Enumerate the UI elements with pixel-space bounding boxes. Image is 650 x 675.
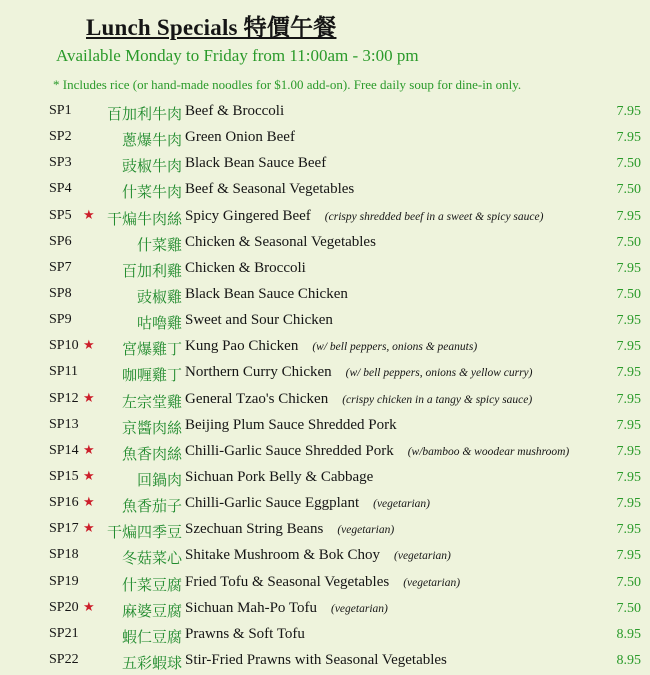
item-english-name: Black Bean Sauce Beef	[185, 155, 327, 172]
menu-item	[0, 597, 650, 623]
item-price: 7.50	[616, 286, 641, 302]
item-chinese-name: 咖喱雞丁	[121, 366, 182, 385]
menu-item	[0, 518, 650, 544]
item-english-name-group	[185, 417, 397, 434]
item-price: 7.95	[616, 443, 641, 459]
menu-item	[0, 126, 650, 152]
item-code: SP21	[49, 625, 79, 641]
item-english-name-group	[185, 626, 305, 643]
spicy-star-icon: ★	[83, 467, 95, 483]
item-price: 7.95	[616, 260, 641, 276]
item-code: SP13	[49, 416, 79, 432]
item-english-name: Szechuan String Beans	[185, 521, 324, 538]
item-description: (vegetarian)	[337, 524, 395, 537]
item-english-name: Beijing Plum Sauce Shredded Pork	[185, 416, 397, 433]
item-chinese-name: 什菜雞	[136, 235, 182, 254]
item-english-name: Spicy Gingered Beef	[185, 207, 311, 224]
item-english-name: Beef & Seasonal Vegetables	[185, 181, 355, 198]
item-chinese-name: 麻婆豆腐	[121, 601, 182, 620]
item-chinese-name: 魚香肉絲	[121, 444, 182, 463]
item-chinese-name: 宮爆雞丁	[121, 340, 182, 359]
item-code: SP5	[49, 207, 72, 223]
item-description: (w/ bell peppers, onions & yellow curry)	[345, 367, 533, 380]
item-english-name: Prawns & Soft Tofu	[185, 625, 305, 642]
item-chinese-name: 咕嚕雞	[136, 314, 182, 333]
menu-item	[0, 571, 650, 597]
item-english-name: Beef & Broccoli	[185, 103, 285, 119]
item-price: 7.95	[616, 522, 641, 538]
item-chinese-name: 什菜牛肉	[121, 183, 182, 202]
menu-item	[0, 440, 650, 466]
item-description: (w/ bell peppers, onions & peanuts)	[312, 341, 478, 354]
item-description: (w/bamboo & woodear mushroom)	[407, 445, 570, 458]
item-chinese-name: 干煸四季豆	[106, 523, 182, 542]
item-chinese-name: 蔥爆牛肉	[121, 131, 182, 150]
item-code: SP12	[49, 390, 79, 406]
item-code: SP16	[49, 495, 79, 511]
item-english-name-group	[185, 574, 460, 591]
item-english-name-group	[185, 129, 295, 146]
item-english-name: Sichuan Mah-Po Tofu	[185, 599, 317, 616]
item-code: SP10	[49, 338, 79, 354]
item-price: 8.95	[616, 626, 641, 642]
item-price: 8.95	[616, 652, 641, 668]
item-english-name-group	[185, 364, 533, 381]
item-english-name-group	[185, 208, 543, 225]
item-price: 7.95	[616, 104, 641, 119]
item-english-name-group	[185, 260, 306, 277]
item-chinese-name: 蝦仁豆腐	[121, 627, 182, 646]
item-chinese-name: 豉椒牛肉	[121, 157, 182, 176]
item-code: SP17	[49, 521, 79, 537]
item-english-name: Chilli-Garlic Sauce Shredded Pork	[185, 442, 394, 459]
item-description: (vegetarian)	[403, 576, 461, 589]
spicy-star-icon: ★	[83, 337, 95, 353]
item-english-name-group	[185, 547, 451, 564]
menu-item	[0, 492, 650, 518]
item-chinese-name: 什菜豆腐	[121, 575, 182, 594]
menu-item	[0, 100, 650, 126]
item-chinese-name: 回鍋肉	[136, 470, 182, 489]
item-price: 7.50	[616, 600, 641, 616]
availability-text: Available Monday to Friday from 11:00am - 3:00 pm	[56, 46, 419, 65]
spicy-star-icon: ★	[83, 520, 95, 536]
item-code: SP9	[49, 312, 72, 328]
menu-item	[0, 283, 650, 309]
item-code: SP1	[49, 103, 72, 118]
item-price: 7.95	[616, 313, 641, 329]
item-code: SP18	[49, 547, 79, 563]
item-code: SP8	[49, 285, 72, 301]
spicy-star-icon: ★	[83, 598, 95, 614]
item-code: SP20	[49, 599, 79, 615]
item-english-name: Stir-Fried Prawns with Seasonal Vegetables	[185, 651, 447, 668]
spicy-star-icon: ★	[83, 494, 95, 510]
item-english-name: Shitake Mushroom & Bok Choy	[185, 547, 381, 564]
item-price: 7.95	[616, 208, 641, 224]
item-price: 7.95	[616, 469, 641, 485]
item-english-name-group	[185, 521, 394, 538]
item-code: SP11	[49, 364, 79, 380]
item-code: SP6	[49, 233, 72, 249]
item-price: 7.95	[616, 417, 641, 433]
menu-item	[0, 152, 650, 178]
menu-item	[0, 388, 650, 414]
includes-note: * Includes rice (or hand-made noodles for $1.00 add-on). Free daily soup for dine-in only.	[53, 77, 522, 92]
item-chinese-name: 豉椒雞	[136, 287, 182, 306]
menu-list	[0, 100, 650, 675]
menu-item	[0, 178, 650, 204]
item-chinese-name: 五彩蝦球	[121, 653, 182, 672]
menu-item	[0, 414, 650, 440]
item-english-name-group	[185, 286, 348, 303]
item-price: 7.95	[616, 496, 641, 512]
item-price: 7.95	[616, 365, 641, 381]
item-english-name-group	[185, 338, 477, 355]
spicy-star-icon: ★	[83, 441, 95, 457]
menu-item	[0, 623, 650, 649]
page-title: Lunch Specials 特價午餐	[86, 15, 337, 40]
item-english-name: Chicken & Seasonal Vegetables	[185, 233, 376, 250]
item-english-name-group	[185, 495, 430, 512]
item-price: 7.95	[616, 548, 641, 564]
item-code: SP22	[49, 651, 79, 667]
item-english-name-group	[185, 234, 376, 251]
item-english-name: Sweet and Sour Chicken	[185, 312, 333, 329]
item-english-name: Fried Tofu & Seasonal Vegetables	[185, 573, 390, 590]
menu-item	[0, 544, 650, 570]
item-english-name: Chicken & Broccoli	[185, 259, 306, 276]
item-price: 7.50	[616, 574, 641, 590]
item-description: (vegetarian)	[394, 550, 451, 563]
item-price: 7.95	[616, 130, 641, 146]
item-english-name-group	[185, 600, 388, 617]
item-chinese-name: 百加利雞	[121, 261, 182, 280]
item-code: SP7	[49, 259, 72, 275]
item-english-name: Sichuan Pork Belly & Cabbage	[185, 468, 374, 485]
menu-item	[0, 231, 650, 257]
item-english-name: General Tzao's Chicken	[185, 390, 329, 407]
menu-item	[0, 466, 650, 492]
menu-item	[0, 257, 650, 283]
item-code: SP4	[49, 181, 72, 197]
item-english-name-group	[185, 312, 333, 329]
item-chinese-name: 冬菇菜心	[121, 549, 182, 568]
item-code: SP15	[49, 468, 79, 484]
item-code: SP19	[49, 573, 79, 589]
item-price: 7.50	[616, 156, 641, 172]
spicy-star-icon: ★	[83, 206, 95, 222]
item-chinese-name: 左宗堂雞	[121, 392, 182, 411]
item-code: SP14	[49, 442, 79, 458]
menu-item	[0, 309, 650, 335]
item-description: (crispy chicken in a tangy & spicy sauce)	[342, 393, 533, 406]
item-english-name: Northern Curry Chicken	[185, 364, 332, 381]
item-english-name-group	[185, 155, 326, 172]
item-chinese-name: 百加利牛肉	[106, 105, 182, 123]
item-english-name-group	[185, 652, 447, 669]
item-chinese-name: 魚香茄子	[121, 497, 182, 516]
item-english-name-group	[185, 443, 569, 460]
item-english-name-group	[185, 181, 354, 198]
item-english-name-group	[185, 103, 284, 120]
item-price: 7.95	[616, 391, 641, 407]
item-description: (vegetarian)	[373, 498, 430, 511]
item-price: 7.50	[616, 234, 641, 250]
item-english-name-group	[185, 469, 373, 486]
menu-item	[0, 335, 650, 361]
item-code: SP2	[49, 129, 72, 145]
item-description: (crispy shredded beef in a sweet & spicy sauce)	[324, 210, 544, 223]
item-english-name: Kung Pao Chicken	[185, 338, 299, 355]
spicy-star-icon: ★	[83, 389, 95, 405]
menu-item	[0, 649, 650, 675]
item-description: (vegetarian)	[331, 602, 388, 615]
item-english-name: Chilli-Garlic Sauce Eggplant	[185, 495, 360, 512]
item-code: SP3	[49, 155, 72, 171]
menu-item	[0, 361, 650, 387]
item-chinese-name: 干煸牛肉絲	[106, 209, 182, 228]
menu-item	[0, 205, 650, 231]
item-price: 7.50	[616, 182, 641, 198]
item-english-name: Green Onion Beef	[185, 129, 295, 146]
item-price: 7.95	[616, 339, 641, 355]
item-chinese-name: 京醬肉絲	[121, 418, 182, 437]
item-english-name-group	[185, 391, 532, 408]
item-english-name: Black Bean Sauce Chicken	[185, 285, 348, 302]
